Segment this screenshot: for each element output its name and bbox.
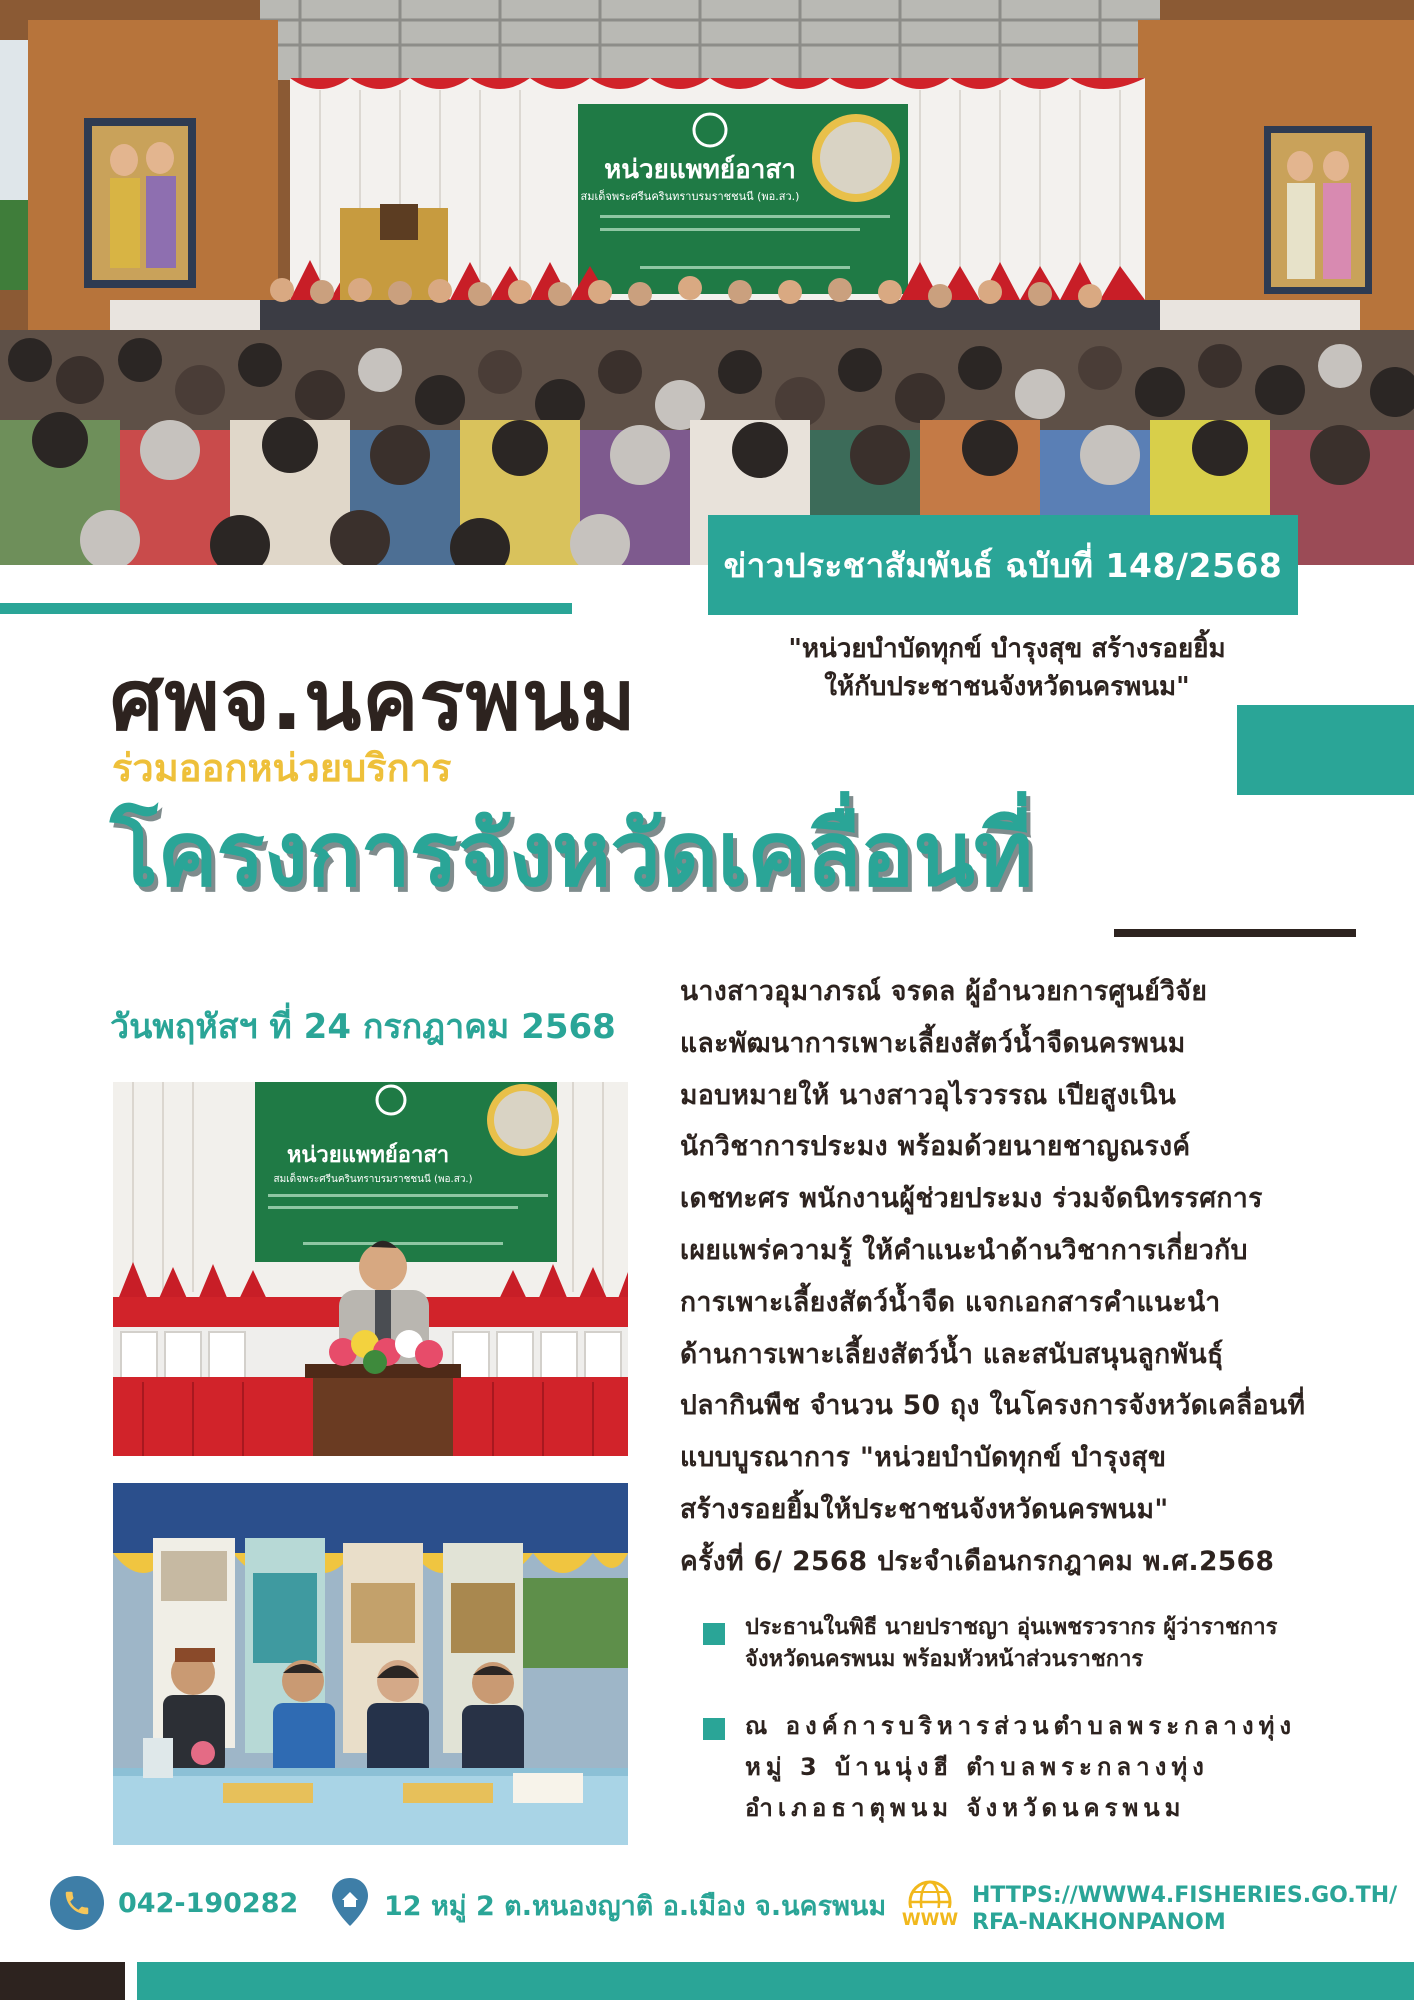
article-body [680,966,1370,1588]
www-label: WWW [901,1910,959,1930]
bullet-line: หมู่ 3 บ้านนุ่งฮี ตำบลพระกลางทุ่ง [745,1753,1209,1781]
slogan-line-2: ให้กับประชาชนจังหวัดนครพนม" [824,672,1190,702]
bullet-square-icon [703,1718,725,1740]
location-pin-icon [330,1876,370,1935]
body-line: ปลากินพืช จำนวน 50 ถุง ในโครงการจังหวัดเคลื่อนที่ [680,1390,1306,1422]
body-line: การเพาะเลี้ยงสัตว์น้ำจืด แจกเอกสารคำแนะนำ [680,1286,1221,1318]
photo-exhibition-booth [113,1483,628,1845]
photo-speaker [113,1082,628,1456]
phone-icon [50,1876,104,1930]
bullet-item-chairman [703,1612,1383,1676]
body-line: สร้างรอยยิ้มให้ประชาชนจังหวัดนครพนม" [680,1493,1169,1525]
body-line: แบบบูรณาการ "หน่วยบำบัดทุกข์ บำรุงสุข [680,1442,1167,1474]
phone-number: 042-190282 [118,1887,299,1919]
photo-banner-title: หน่วยแพทย์อาสา [286,1143,450,1168]
body-line: และพัฒนาการเพาะเลี้ยงสัตว์น้ำจืดนครพนม [680,1027,1186,1059]
footer-website[interactable] [900,1878,1397,1939]
accent-bar-left [0,603,572,614]
hero-photo [0,0,1414,565]
accent-block-right [1237,705,1414,795]
body-line: ด้านการเพาะเลี้ยงสัตว์น้ำ และสนับสนุนลูกพันธุ์ [680,1338,1224,1370]
footer-phone[interactable] [50,1876,298,1930]
bullet-item-location [703,1706,1383,1829]
globe-www-icon [900,1878,960,1939]
address-text: 12 หมู่ 2 ต.หนองญาติ อ.เมือง จ.นครพนม [384,1891,887,1922]
slogan [712,630,1302,706]
website-url-line-2: RFA-NAKHONPANOM [972,1909,1226,1935]
event-date: วันพฤหัสฯ ที่ 24 กรกฎาคม 2568 [110,1007,616,1047]
bullet-list [703,1612,1383,1829]
bullet-line: อำเภอธาตุพนม จังหวัดนครพนม [745,1794,1186,1822]
body-line: มอบหมายให้ นางสาวอุไรวรรณ เปียสูงเนิน [680,1079,1177,1111]
footer-address [330,1876,886,1935]
divider-bar [1114,929,1356,937]
bullet-line: ประธานในพิธี นายปราชญา อุ่นเพชรวรากร ผู้ว่าราชการ [745,1615,1278,1640]
body-line: เผยแพร่ความรู้ ให้คำแนะนำด้านวิชาการเกี่ยวกับ [680,1234,1248,1266]
organization-title: ศพจ.นครพนม [110,651,637,749]
body-line: ครั้งที่ 6/ 2568 ประจำเดือนกรกฎาคม พ.ศ.2568 [680,1545,1275,1577]
hero-banner-subtitle: สมเด็จพระศรีนครินทราบรมราชชนนี (พอ.สว.) [580,190,800,203]
subtitle-join-service: ร่วมออกหน่วยบริการ [112,746,452,790]
footer-bar-dark [0,1962,125,2000]
website-url-line-1: HTTPS://WWW4.FISHERIES.GO.TH/ [972,1882,1398,1908]
slogan-line-1: "หน่วยบำบัดทุกข์ บำรุงสุข สร้างรอยยิ้ม [788,634,1226,664]
body-line: นักวิชาการประมง พร้อมด้วยนายชาญณรงค์ [680,1131,1191,1163]
bullet-line: จังหวัดนครพนม พร้อมหัวหน้าส่วนราชการ [745,1647,1144,1672]
website-url[interactable] [972,1882,1397,1936]
photo-banner-subtitle: สมเด็จพระศรีนครินทราบรมราชชนนี (พอ.สว.) [273,1174,473,1185]
body-line: เดชทะศร พนักงานผู้ช่วยประมง ร่วมจัดนิทรรศการ [680,1183,1263,1215]
footer-bar-teal [137,1962,1414,2000]
press-release-badge: ข่าวประชาสัมพันธ์ ฉบับที่ 148/2568 [708,515,1298,615]
bullet-line: ณ องค์การบริหารส่วนตำบลพระกลางทุ่ง [745,1712,1297,1740]
project-title: โครงการจังหวัดเคลื่อนที่ [110,802,1033,907]
bullet-square-icon [703,1623,725,1645]
body-line: นางสาวอุมาภรณ์ จรดล ผู้อำนวยการศูนย์วิจัย [680,976,1208,1007]
hero-banner-title: หน่วยแพทย์อาสา [604,155,796,185]
